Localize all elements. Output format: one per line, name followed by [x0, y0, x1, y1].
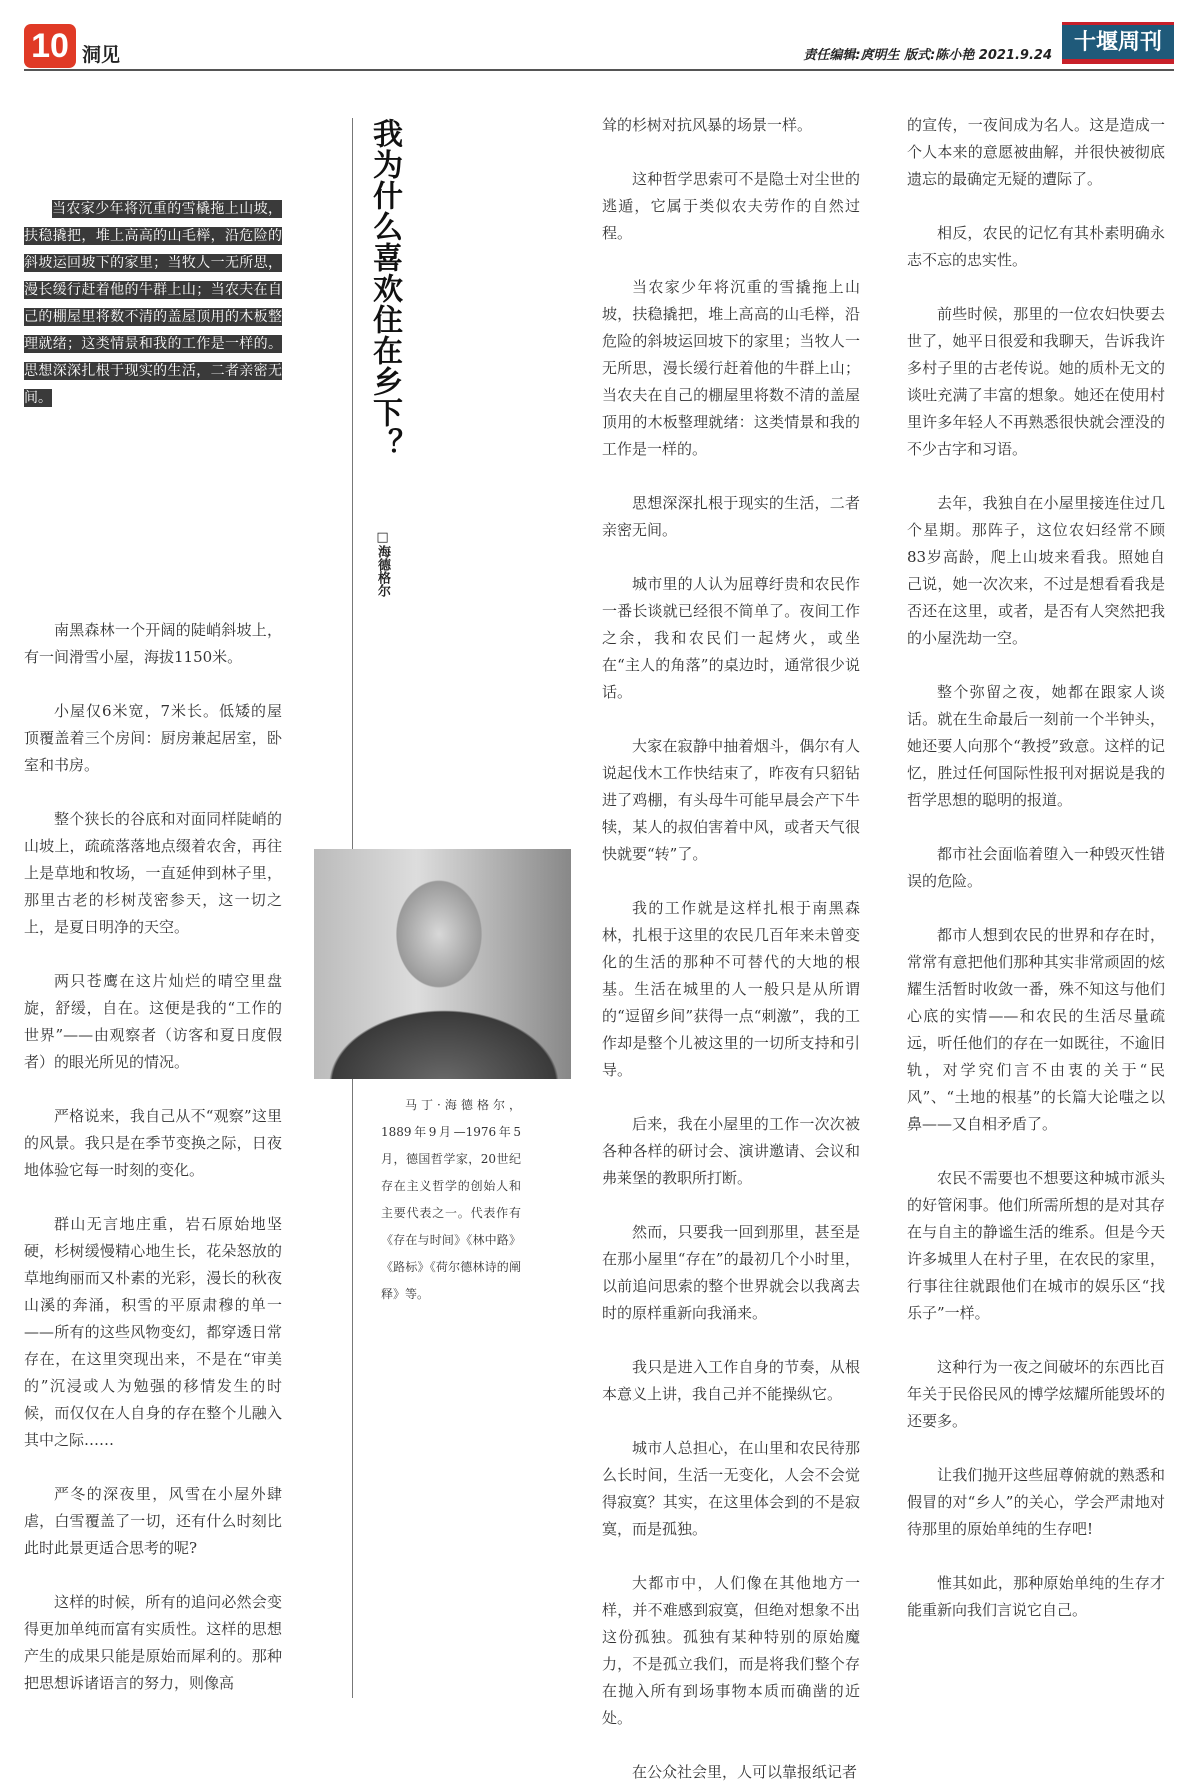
paragraph: 都市人想到农民的世界和存在时，常常有意把他们那种其实非常顽固的炫耀生活暂时收敛一番，殊不知这与他们心底的实情——和农民的生活尽量疏远，听任他们的存在一如既往，不逾旧轨，对学究们言不由衷的关于“民风”、“土地的根基”的长篇大论嗤之以鼻——又自相矛盾了。	[907, 926, 1165, 1133]
paragraph: 的宣传，一夜间成为名人。这是造成一个人本来的意愿被曲解，并很快被彻底遗忘的最确定无疑的遭际了。	[907, 116, 1165, 188]
section-name: 洞见	[82, 44, 121, 66]
paragraph: 我只是进入工作自身的节奏，从根本意义上讲，我自己并不能操纵它。	[602, 1358, 860, 1403]
paragraph: 严格说来，我自己从不“观察”这里的风景。我只是在季节变换之际，日夜地体验它每一时刻的变化。	[24, 1107, 282, 1179]
paragraph: 整个弥留之夜，她都在跟家人谈话。就在生命最后一刻前一个半钟头，她还要人向那个“教授”致意。这样的记忆，胜过任何国际性报刊对据说是我的哲学思想的聪明的报道。	[907, 683, 1165, 809]
paragraph: 耸的杉树对抗风暴的场景一样。	[602, 116, 813, 134]
paragraph: 南黑森林一个开阔的陡峭斜坡上，有一间滑雪小屋，海拔1150米。	[24, 621, 282, 666]
paragraph: 大家在寂静中抽着烟斗，偶尔有人说起伐木工作快结束了，昨夜有只貂钻进了鸡棚，有头母牛可能早晨会产下牛犊，某人的叔伯害着中风，或者天气很快就要“转”了。	[602, 737, 860, 863]
paragraph: 小屋仅6米宽，7米长。低矮的屋顶覆盖着三个房间：厨房兼起居室，卧室和书房。	[24, 702, 282, 774]
photo-caption: 马丁·海德格尔，1889年9月—1976年5月，德国哲学家，20世纪存在主义哲学的创始人和主要代表之一。代表作有《存在与时间》《林中路》《路标》《荷尔德林诗的阐释》等。	[381, 1098, 521, 1301]
paragraph: 严冬的深夜里，风雪在小屋外肆虐，白雪覆盖了一切，还有什么时刻比此时此景更适合思考的呢?	[24, 1485, 282, 1557]
author-photo	[314, 849, 571, 1079]
paragraph: 群山无言地庄重，岩石原始地坚硬，杉树缓慢精心地生长，花朵怒放的草地绚丽而又朴素的光彩，漫长的秋夜山溪的奔涌，积雪的平原肃穆的单一——所有的这些风物变幻，都穿透日常存在，在这里突现出来，不是在“审美的”沉浸或人为勉强的移情发生的时候，而仅仅在人自身的存在整个儿融入其中之际……	[24, 1215, 282, 1449]
paragraph: 两只苍鹰在这片灿烂的晴空里盘旋，舒缓，自在。这便是我的“工作的世界”——由观察者（访客和夏日度假者）的眼光所见的情况。	[24, 972, 282, 1071]
paragraph: 城市里的人认为屈尊纡贵和农民作一番长谈就已经很不简单了。夜间工作之余，我和农民们一起烤火，或坐在“主人的角落”的桌边时，通常很少说话。	[602, 575, 860, 701]
paragraph: 思想深深扎根于现实的生活，二者亲密无间。	[602, 494, 860, 539]
paragraph: 去年，我独自在小屋里接连住过几个星期。那阵子，这位农妇经常不顾83岁高龄，爬上山坡来看我。照她自己说，她一次次来，不过是想看看我是否还在这里，或者，是否有人突然把我的小屋洗劫一空。	[907, 494, 1165, 647]
paragraph: 后来，我在小屋里的工作一次次被各种各样的研讨会、演讲邀请、会议和弗莱堡的教职所打断。	[602, 1115, 860, 1187]
page-number: 10	[24, 24, 76, 68]
paragraph: 农民不需要也不想要这种城市派头的好管闲事。他们所需所想的是对其存在与自主的静谧生活的维系。但是今天许多城里人在村子里，在农民的家里，行事往往就跟他们在城市的娱乐区“找乐子”一样。	[907, 1169, 1165, 1322]
paragraph: 惟其如此，那种原始单纯的生存才能重新向我们言说它自己。	[907, 1574, 1165, 1619]
paragraph: 整个狭长的谷底和对面同样陡峭的山坡上，疏疏落落地点缀着农舍，再往上是草地和牧场，一直延伸到林子里，那里古老的杉树茂密参天，这一切之上，是夏日明净的天空。	[24, 810, 282, 936]
paragraph: 这样的时候，所有的追问必然会变得更加单纯而富有实质性。这样的思想产生的成果只能是原始而犀利的。那种把思想诉诸语言的努力，则像高	[24, 1593, 282, 1692]
article-column-3	[907, 112, 1165, 1712]
paragraph: 前些时候，那里的一位农妇快要去世了，她平日很爱和我聊天，告诉我许多村子里的古老传说。她的质朴无文的谈吐充满了丰富的想象。她还在使用村里许多年轻人不再熟悉很快就会湮没的不少古字和习语。	[907, 305, 1165, 458]
paragraph: 当农家少年将沉重的雪撬拖上山坡，扶稳撬把，堆上高高的山毛榉，沿危险的斜坡运回坡下的家里；当牧人一无所思，漫长缓行赶着他的牛群上山；当农夫在自己的棚屋里将数不清的盖屋顶用的木板整理就绪：这类情景和我的工作是一样的。	[602, 278, 860, 458]
paragraph: 然而，只要我一回到那里，甚至是在那小屋里“存在”的最初几个小时里，以前追问思索的整个世界就会以我离去时的原样重新向我涌来。	[602, 1223, 860, 1322]
paragraph: 城市人总担心，在山里和农民待那么长时间，生活一无变化，人会不会觉得寂寞？其实，在这里体会到的不是寂寞，而是孤独。	[602, 1439, 860, 1538]
paragraph: 我的工作就是这样扎根于南黑森林，扎根于这里的农民几百年来未曾变化的生活的那种不可替代的大地的根基。生活在城里的人一般只是从所谓的“逗留乡间”获得一点“刺激”，我的工作却是整个儿被这里的一切所支持和引导。	[602, 899, 860, 1079]
paragraph: 让我们抛开这些屈尊俯就的熟悉和假冒的对“乡人”的关心，学会严肃地对待那里的原始单纯的生存吧!	[907, 1466, 1165, 1538]
paragraph: 都市社会面临着堕入一种毁灭性错误的危险。	[907, 845, 1165, 890]
article-column-2	[602, 112, 860, 1781]
editor-credits: 责任编辑:庹明生 版式:陈小艳 2021.9.24	[803, 48, 1052, 63]
paragraph: 相反，农民的记忆有其朴素明确永志不忘的忠实性。	[907, 224, 1165, 269]
pull-quote	[24, 196, 282, 412]
paragraph: 这种行为一夜之间破坏的东西比百年关于民俗民风的博学炫耀所能毁坏的还要多。	[907, 1358, 1165, 1430]
paragraph: 这种哲学思索可不是隐士对尘世的逃遁，它属于类似农夫劳作的自然过程。	[602, 170, 860, 242]
paragraph: 在公众社会里，人可以靠报纸记者	[632, 1763, 858, 1781]
header-divider	[24, 69, 1174, 71]
article-column-1	[24, 617, 282, 1702]
pull-quote-text: 当农家少年将沉重的雪橇拖上山坡，扶稳撬把，堆上高高的山毛榉，沿危险的斜坡运回坡下的家里；当牧人一无所思，漫长缓行赶着他的牛群上山；当农夫在自己的棚屋里将数不清的盖屋顶用的木板整理就绪；这类情景和我的工作是一样的。思想深深扎根于现实的生活，二者亲密无间。	[24, 201, 282, 406]
newspaper-logo: 十堰周刊	[1062, 22, 1174, 64]
article-title: 我为什么喜欢住在乡下？	[367, 118, 402, 459]
paragraph: 大都市中，人们像在其他地方一样，并不难感到寂寞，但绝对想象不出这份孤独。孤独有某种特别的原始魔力，不是孤立我们，而是将我们整个存在抛入所有到场事物本质而确凿的近处。	[602, 1574, 860, 1727]
article-author: □海德格尔	[375, 530, 390, 597]
